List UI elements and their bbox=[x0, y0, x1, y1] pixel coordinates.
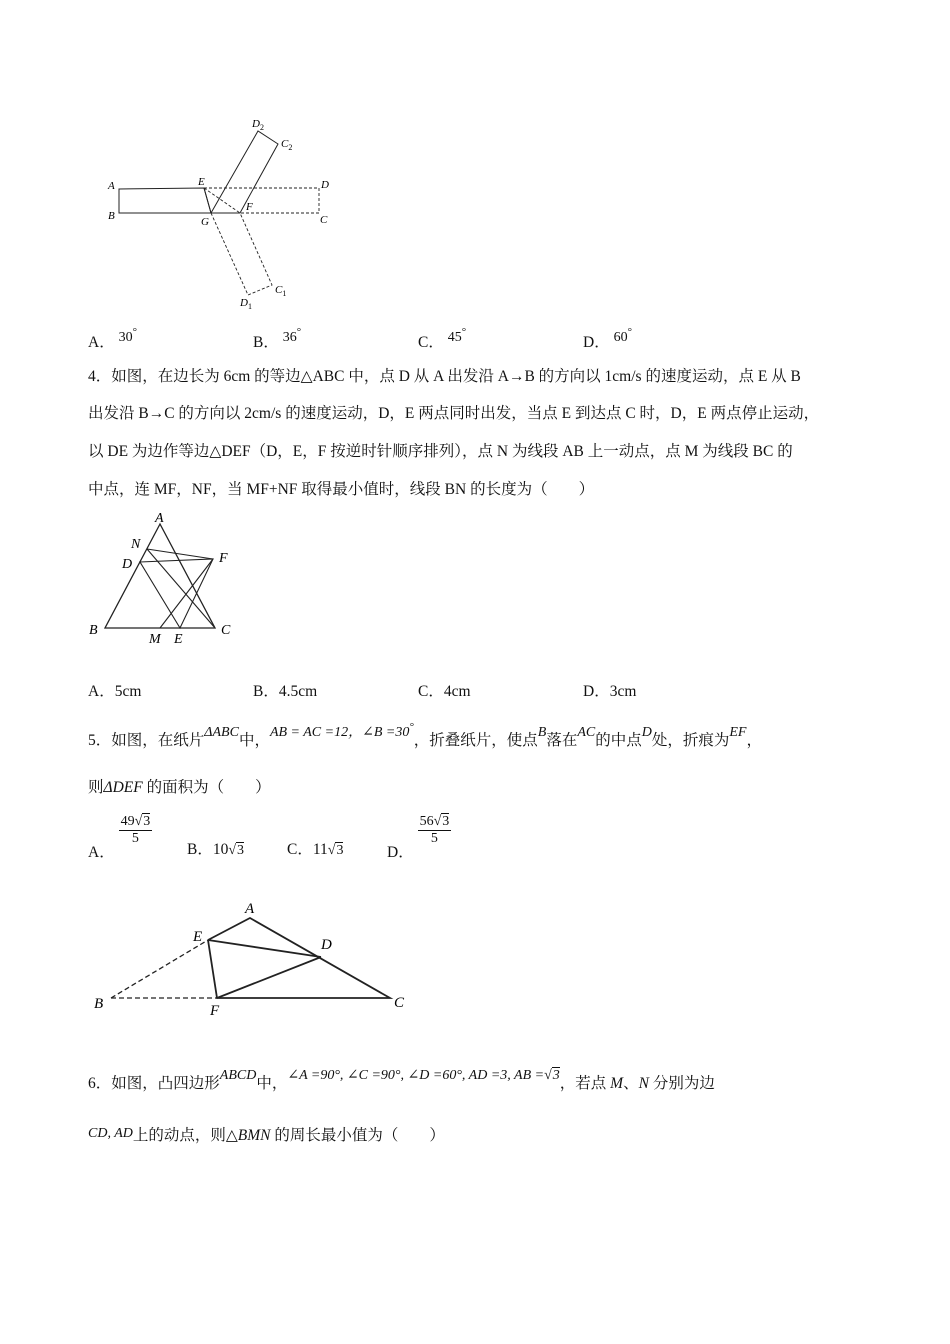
fig3-label-C1: $C_1$ bbox=[275, 284, 287, 298]
option-letter: A． bbox=[88, 334, 115, 351]
q5-option-c[interactable] bbox=[287, 837, 343, 859]
q6-line-1 bbox=[88, 1068, 715, 1095]
math: EF bbox=[729, 725, 747, 740]
text: 中， bbox=[238, 732, 270, 749]
q4-figure bbox=[85, 512, 245, 647]
text: 则 bbox=[88, 779, 104, 796]
q5-option-b[interactable] bbox=[187, 837, 244, 859]
q4-label-E: E bbox=[174, 632, 183, 647]
triangle-def bbox=[140, 559, 213, 628]
text: 上的动点，则△ bbox=[132, 1127, 238, 1144]
strip-down bbox=[211, 213, 272, 295]
math: BMN bbox=[237, 1127, 271, 1144]
option-letter: A． bbox=[88, 683, 115, 700]
q4-line-1: 4．如图，在边长为 6cm 的等边△ABC 中，点 D 从 A 出发沿 A→B 的方向以 1cm/s 的速度运动，点 E 从 B bbox=[88, 368, 801, 385]
option-letter: C． bbox=[418, 334, 444, 351]
q4-option-d[interactable] bbox=[583, 679, 636, 701]
fig3-label-B: B bbox=[108, 210, 115, 222]
option-letter: B． bbox=[187, 841, 213, 858]
q5-label-A: A bbox=[245, 901, 255, 917]
option-value: 3cm bbox=[609, 683, 637, 700]
text: 5．如图，在纸片 bbox=[88, 732, 205, 749]
q3-option-a[interactable] bbox=[88, 326, 137, 352]
strip-up bbox=[211, 131, 278, 213]
option-letter: C． bbox=[287, 841, 313, 858]
q6-line-2 bbox=[88, 1126, 445, 1147]
q5-label-C: C bbox=[394, 995, 405, 1011]
option-letter: D． bbox=[583, 334, 610, 351]
math: D bbox=[641, 725, 652, 740]
q5-figure bbox=[90, 893, 420, 1018]
text: 、 bbox=[623, 1075, 639, 1092]
q4-label-B: B bbox=[89, 623, 98, 638]
dashed-be bbox=[111, 940, 208, 998]
q4-line-4: 中点，连 MF，NF，当 MF+NF 取得最小值时，线段 BN 的长度为（ ） bbox=[88, 481, 595, 498]
q5-line-2 bbox=[88, 778, 271, 798]
text: 分别为边 bbox=[648, 1075, 715, 1092]
q4-label-D: D bbox=[122, 557, 133, 572]
fig3-label-A: A bbox=[108, 180, 115, 192]
math: ΔDEF bbox=[103, 779, 143, 796]
fig3-label-C2: $C_2$ bbox=[281, 138, 293, 152]
q3-option-b[interactable] bbox=[253, 326, 302, 352]
segment-eac bbox=[208, 918, 390, 998]
option-value: 45° bbox=[447, 326, 467, 345]
q5-line-1 bbox=[88, 721, 762, 752]
text: ，若点 bbox=[559, 1075, 611, 1092]
q5-label-E: E bbox=[193, 929, 203, 945]
q5-label-B: B bbox=[94, 996, 104, 1012]
segment-fd bbox=[217, 957, 321, 998]
option-letter: B． bbox=[253, 334, 279, 351]
option-value: 10 bbox=[212, 841, 229, 858]
option-letter: D． bbox=[387, 844, 414, 862]
q4-option-a[interactable] bbox=[88, 679, 141, 701]
option-value: 11 bbox=[312, 841, 328, 858]
math: AC bbox=[577, 725, 596, 740]
option-letter: D． bbox=[583, 683, 610, 700]
strip-left bbox=[119, 188, 211, 213]
q4-label-N: N bbox=[131, 537, 141, 552]
q3-option-c[interactable] bbox=[418, 326, 467, 352]
fig3-label-D2: $D_2$ bbox=[252, 118, 264, 132]
text: 6．如图，凸四边形 bbox=[88, 1075, 220, 1092]
math: CD, AD bbox=[88, 1126, 133, 1141]
fig3-label-G: G bbox=[201, 216, 209, 228]
math: ΔABC bbox=[204, 725, 239, 740]
text: 处，折痕为 bbox=[651, 732, 730, 749]
q4-label-A: A bbox=[155, 512, 164, 526]
q3-option-d[interactable] bbox=[583, 326, 632, 352]
segment-mf bbox=[160, 559, 213, 628]
fig3-label-E: E bbox=[198, 176, 205, 188]
option-letter: B． bbox=[253, 683, 279, 700]
fig3-label-D: D bbox=[321, 179, 329, 191]
q4-line-2: 出发沿 B→C 的方向以 2cm/s 的速度运动，D，E 两点同时出发，当点 E 到达点 C 时，D，E 两点停止运动， bbox=[88, 405, 820, 422]
text: 的周长最小值为（ ） bbox=[270, 1127, 445, 1144]
text: 的面积为（ ） bbox=[142, 779, 271, 796]
option-value: 60° bbox=[613, 326, 632, 345]
q4-label-F: F bbox=[219, 551, 228, 566]
q5-option-d[interactable] bbox=[387, 814, 451, 862]
q5-label-D: D bbox=[321, 937, 332, 953]
text: ，折叠纸片，使点 bbox=[413, 732, 538, 749]
q4-option-b[interactable] bbox=[253, 679, 317, 701]
dashed-diagonal bbox=[204, 188, 240, 213]
q4-option-c[interactable] bbox=[418, 679, 471, 701]
option-letter: C． bbox=[418, 683, 444, 700]
option-value: 5cm bbox=[114, 683, 142, 700]
option-value: 4cm bbox=[443, 683, 471, 700]
q5-label-F: F bbox=[210, 1003, 220, 1018]
text: 落在 bbox=[546, 732, 578, 749]
math: ABCD bbox=[219, 1068, 257, 1083]
fraction: $\frac{56√3}{5}$ bbox=[419, 814, 450, 846]
sqrt-sign: √3 bbox=[228, 843, 245, 858]
text: 中， bbox=[256, 1075, 288, 1092]
math: B bbox=[537, 725, 547, 740]
math: AB = AC =12，∠B =30° bbox=[269, 721, 414, 740]
q4-label-C: C bbox=[221, 623, 231, 638]
q4-label-M: M bbox=[149, 632, 161, 647]
option-value: 30° bbox=[118, 326, 137, 345]
fraction: $\frac{49√3}{5}$ bbox=[120, 814, 151, 846]
math: N bbox=[638, 1075, 649, 1092]
text: ， bbox=[746, 732, 762, 749]
option-letter: A． bbox=[88, 844, 115, 862]
fig3-label-C: C bbox=[320, 214, 328, 226]
text: 的中点 bbox=[595, 732, 642, 749]
segment-nf bbox=[147, 549, 213, 559]
math: ∠A =90°, ∠C =90°, ∠D =60°, AD =3, AB =√3 bbox=[287, 1068, 560, 1083]
math: M bbox=[610, 1075, 624, 1092]
q3-figure bbox=[100, 115, 340, 315]
fig3-label-F: F bbox=[246, 201, 253, 213]
option-value: 4.5cm bbox=[278, 683, 318, 700]
fig3-label-D1: $D_1$ bbox=[240, 297, 252, 311]
option-value: 36° bbox=[282, 326, 302, 345]
q4-line-3: 以 DE 为边作等边△DEF（D，E，F 按逆时针顺序排列），点 N 为线段 AB 上一动点，点 M 为线段 BC 的 bbox=[88, 443, 793, 460]
q5-option-a[interactable] bbox=[88, 814, 152, 862]
triangle-abc bbox=[105, 524, 215, 628]
sqrt-sign: √3 bbox=[327, 843, 344, 858]
